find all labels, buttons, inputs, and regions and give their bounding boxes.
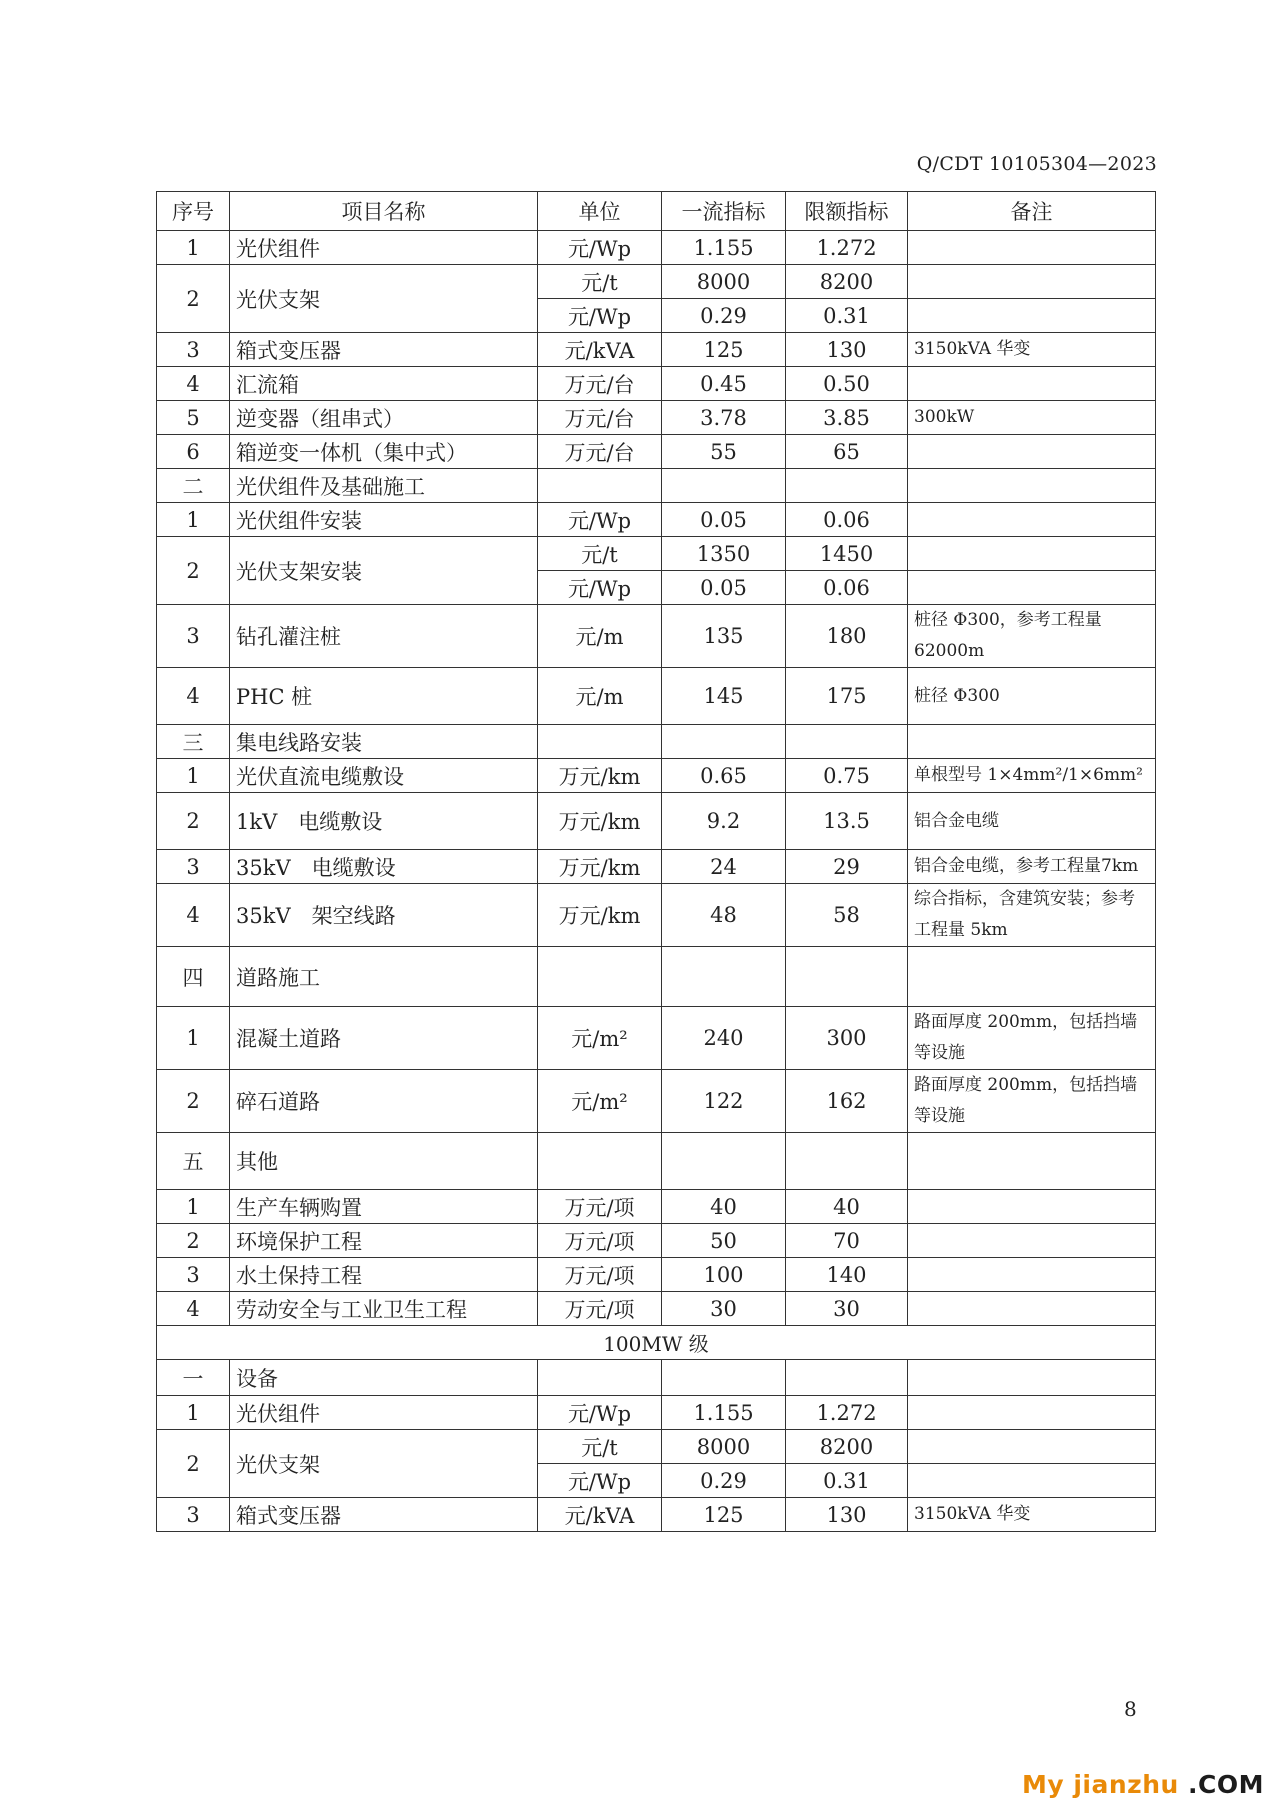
unit-cell: 元/Wp	[538, 571, 662, 605]
empty-cell	[538, 1133, 662, 1190]
unit-cell: 万元/项	[538, 1258, 662, 1292]
item-name: 光伏组件安装	[230, 503, 538, 537]
item-name: 35kV 架空线路	[230, 884, 538, 947]
remarks-cell	[908, 1190, 1156, 1224]
limit-index-cell: 0.31	[786, 1464, 908, 1498]
item-number: 1	[157, 231, 230, 265]
watermark-main: My jianzhu	[1021, 1770, 1179, 1799]
table-row	[157, 850, 1156, 884]
limit-index-cell: 0.06	[786, 503, 908, 537]
item-name: 光伏组件	[230, 1396, 538, 1430]
remarks-cell	[908, 1258, 1156, 1292]
first-class-index-cell: 0.65	[662, 759, 786, 793]
column-header-unit: 单位	[538, 192, 662, 231]
item-number: 1	[157, 503, 230, 537]
unit-cell: 元/Wp	[538, 1464, 662, 1498]
section-row	[157, 469, 1156, 503]
watermark-suffix: .COM	[1188, 1770, 1264, 1799]
remarks-cell: 铝合金电缆，参考工程量7km	[908, 850, 1156, 884]
item-name: 混凝土道路	[230, 1007, 538, 1070]
first-class-index-cell: 145	[662, 668, 786, 725]
unit-cell: 元/m	[538, 605, 662, 668]
section-banner: 100MW 级	[157, 1326, 1156, 1360]
item-number: 3	[157, 333, 230, 367]
section-title: 集电线路安装	[230, 725, 538, 759]
empty-cell	[538, 469, 662, 503]
limit-index-cell: 70	[786, 1224, 908, 1258]
remarks-cell	[908, 1464, 1156, 1498]
remarks-cell	[908, 571, 1156, 605]
table-row	[157, 1430, 1156, 1464]
limit-index-cell: 40	[786, 1190, 908, 1224]
limit-index-cell: 8200	[786, 265, 908, 299]
table-row	[157, 1292, 1156, 1326]
first-class-index-cell: 135	[662, 605, 786, 668]
limit-index-cell: 0.50	[786, 367, 908, 401]
unit-cell: 万元/项	[538, 1190, 662, 1224]
limit-index-cell: 130	[786, 1498, 908, 1532]
first-class-index-cell: 8000	[662, 265, 786, 299]
first-class-index-cell: 0.29	[662, 299, 786, 333]
section-row	[157, 947, 1156, 1007]
section-title: 其他	[230, 1133, 538, 1190]
table-row	[157, 1190, 1156, 1224]
item-name: 箱式变压器	[230, 333, 538, 367]
item-number: 2	[157, 793, 230, 850]
item-name: 劳动安全与工业卫生工程	[230, 1292, 538, 1326]
item-number: 2	[157, 1224, 230, 1258]
table-row	[157, 1070, 1156, 1133]
remarks-cell: 3150kVA 华变	[908, 333, 1156, 367]
item-number: 3	[157, 850, 230, 884]
column-header-name: 项目名称	[230, 192, 538, 231]
unit-cell: 元/m²	[538, 1007, 662, 1070]
unit-cell: 元/m	[538, 668, 662, 725]
unit-cell: 元/kVA	[538, 333, 662, 367]
first-class-index-cell: 30	[662, 1292, 786, 1326]
first-class-index-cell: 125	[662, 1498, 786, 1532]
unit-cell: 元/t	[538, 1430, 662, 1464]
first-class-index-cell: 1.155	[662, 231, 786, 265]
remarks-cell	[908, 1396, 1156, 1430]
item-number: 6	[157, 435, 230, 469]
item-number: 3	[157, 1258, 230, 1292]
item-number: 4	[157, 367, 230, 401]
empty-cell	[908, 469, 1156, 503]
remarks-cell: 300kW	[908, 401, 1156, 435]
section-number: 一	[157, 1360, 230, 1396]
section-row	[157, 1133, 1156, 1190]
limit-index-cell: 300	[786, 1007, 908, 1070]
item-name: 汇流箱	[230, 367, 538, 401]
item-number: 2	[157, 1070, 230, 1133]
item-name: 光伏组件	[230, 231, 538, 265]
item-name: 碎石道路	[230, 1070, 538, 1133]
remarks-cell: 桩径 Φ300	[908, 668, 1156, 725]
item-number: 2	[157, 265, 230, 333]
first-class-index-cell: 24	[662, 850, 786, 884]
table-row	[157, 231, 1156, 265]
item-number: 1	[157, 1007, 230, 1070]
remarks-cell	[908, 503, 1156, 537]
remarks-cell	[908, 537, 1156, 571]
limit-index-cell: 162	[786, 1070, 908, 1133]
section-row	[157, 725, 1156, 759]
remarks-cell	[908, 1292, 1156, 1326]
empty-cell	[786, 469, 908, 503]
cost-index-table	[156, 191, 1156, 1532]
limit-index-cell: 29	[786, 850, 908, 884]
empty-cell	[908, 1133, 1156, 1190]
unit-cell: 元/Wp	[538, 503, 662, 537]
empty-cell	[662, 725, 786, 759]
limit-index-cell: 1.272	[786, 1396, 908, 1430]
limit-index-cell: 1450	[786, 537, 908, 571]
item-name: 光伏支架	[230, 265, 538, 333]
column-header-remarks: 备注	[908, 192, 1156, 231]
table-row	[157, 605, 1156, 668]
empty-cell	[786, 1360, 908, 1396]
unit-cell: 万元/台	[538, 367, 662, 401]
table-body	[157, 231, 1156, 1532]
table-row	[157, 1396, 1156, 1430]
remarks-cell	[908, 1430, 1156, 1464]
item-name: 箱式变压器	[230, 1498, 538, 1532]
table-row	[157, 884, 1156, 947]
unit-cell: 万元/km	[538, 759, 662, 793]
first-class-index-cell: 8000	[662, 1430, 786, 1464]
remarks-cell	[908, 299, 1156, 333]
section-title: 道路施工	[230, 947, 538, 1007]
item-name: 光伏直流电缆敷设	[230, 759, 538, 793]
empty-cell	[786, 725, 908, 759]
item-name: 35kV 电缆敷设	[230, 850, 538, 884]
limit-index-cell: 0.75	[786, 759, 908, 793]
first-class-index-cell: 9.2	[662, 793, 786, 850]
unit-cell: 元/Wp	[538, 299, 662, 333]
table-row	[157, 367, 1156, 401]
unit-cell: 万元/项	[538, 1292, 662, 1326]
limit-index-cell: 175	[786, 668, 908, 725]
document-code: Q/CDT 10105304—2023	[916, 153, 1157, 175]
first-class-index-cell: 0.05	[662, 503, 786, 537]
empty-cell	[662, 947, 786, 1007]
unit-cell: 元/kVA	[538, 1498, 662, 1532]
column-header-no: 序号	[157, 192, 230, 231]
remarks-cell	[908, 435, 1156, 469]
section-number: 三	[157, 725, 230, 759]
unit-cell: 万元/项	[538, 1224, 662, 1258]
item-number: 4	[157, 668, 230, 725]
item-name: 环境保护工程	[230, 1224, 538, 1258]
limit-index-cell: 0.31	[786, 299, 908, 333]
table-row	[157, 1258, 1156, 1292]
first-class-index-cell: 122	[662, 1070, 786, 1133]
empty-cell	[786, 1133, 908, 1190]
item-name: 生产车辆购置	[230, 1190, 538, 1224]
first-class-index-cell: 0.05	[662, 571, 786, 605]
empty-cell	[538, 1360, 662, 1396]
first-class-index-cell: 50	[662, 1224, 786, 1258]
limit-index-cell: 180	[786, 605, 908, 668]
empty-cell	[662, 1133, 786, 1190]
limit-index-cell: 0.06	[786, 571, 908, 605]
limit-index-cell: 130	[786, 333, 908, 367]
limit-index-cell: 1.272	[786, 231, 908, 265]
limit-index-cell: 13.5	[786, 793, 908, 850]
item-name: 光伏支架	[230, 1430, 538, 1498]
remarks-cell: 铝合金电缆	[908, 793, 1156, 850]
item-number: 3	[157, 605, 230, 668]
table-row	[157, 1007, 1156, 1070]
first-class-index-cell: 48	[662, 884, 786, 947]
page-number: 8	[1124, 1697, 1137, 1721]
table-row	[157, 435, 1156, 469]
item-name: 水土保持工程	[230, 1258, 538, 1292]
unit-cell: 万元/km	[538, 850, 662, 884]
column-header-limit-index: 限额指标	[786, 192, 908, 231]
section-title: 设备	[230, 1360, 538, 1396]
item-name: PHC 桩	[230, 668, 538, 725]
limit-index-cell: 65	[786, 435, 908, 469]
remarks-cell	[908, 265, 1156, 299]
remarks-cell: 路面厚度 200mm，包括挡墙等设施	[908, 1070, 1156, 1133]
empty-cell	[908, 725, 1156, 759]
table-row	[157, 793, 1156, 850]
unit-cell: 万元/km	[538, 884, 662, 947]
item-number: 1	[157, 1396, 230, 1430]
empty-cell	[538, 947, 662, 1007]
empty-cell	[908, 1360, 1156, 1396]
remarks-cell: 桩径 Φ300，参考工程量62000m	[908, 605, 1156, 668]
table-row	[157, 401, 1156, 435]
first-class-index-cell: 0.45	[662, 367, 786, 401]
first-class-index-cell: 55	[662, 435, 786, 469]
empty-cell	[786, 947, 908, 1007]
item-number: 4	[157, 1292, 230, 1326]
first-class-index-cell: 3.78	[662, 401, 786, 435]
section-row	[157, 1360, 1156, 1396]
limit-index-cell: 140	[786, 1258, 908, 1292]
first-class-index-cell: 40	[662, 1190, 786, 1224]
section-title: 光伏组件及基础施工	[230, 469, 538, 503]
site-watermark	[1022, 1770, 1264, 1799]
first-class-index-cell: 240	[662, 1007, 786, 1070]
first-class-index-cell: 1350	[662, 537, 786, 571]
remarks-cell	[908, 367, 1156, 401]
item-name: 逆变器（组串式）	[230, 401, 538, 435]
empty-cell	[538, 725, 662, 759]
unit-cell: 元/Wp	[538, 231, 662, 265]
table-row	[157, 537, 1156, 571]
unit-cell: 万元/台	[538, 435, 662, 469]
first-class-index-cell: 100	[662, 1258, 786, 1292]
remarks-cell: 单根型号 1×4mm²/1×6mm²	[908, 759, 1156, 793]
limit-index-cell: 30	[786, 1292, 908, 1326]
item-name: 箱逆变一体机（集中式）	[230, 435, 538, 469]
first-class-index-cell: 1.155	[662, 1396, 786, 1430]
item-name: 光伏支架安装	[230, 537, 538, 605]
first-class-index-cell: 125	[662, 333, 786, 367]
unit-cell: 元/m²	[538, 1070, 662, 1133]
section-banner-row	[157, 1326, 1156, 1360]
empty-cell	[662, 1360, 786, 1396]
table-header-row	[157, 192, 1156, 231]
table-row	[157, 668, 1156, 725]
item-number: 2	[157, 537, 230, 605]
limit-index-cell: 3.85	[786, 401, 908, 435]
item-name: 1kV 电缆敷设	[230, 793, 538, 850]
unit-cell: 元/t	[538, 265, 662, 299]
table-row	[157, 1224, 1156, 1258]
empty-cell	[662, 469, 786, 503]
empty-cell	[908, 947, 1156, 1007]
section-number: 五	[157, 1133, 230, 1190]
section-number: 四	[157, 947, 230, 1007]
limit-index-cell: 8200	[786, 1430, 908, 1464]
item-name: 钻孔灌注桩	[230, 605, 538, 668]
table-row	[157, 759, 1156, 793]
unit-cell: 元/t	[538, 537, 662, 571]
remarks-cell	[908, 1224, 1156, 1258]
table-row	[157, 503, 1156, 537]
column-header-first-class-index: 一流指标	[662, 192, 786, 231]
unit-cell: 万元/台	[538, 401, 662, 435]
item-number: 2	[157, 1430, 230, 1498]
item-number: 5	[157, 401, 230, 435]
item-number: 4	[157, 884, 230, 947]
limit-index-cell: 58	[786, 884, 908, 947]
remarks-cell	[908, 231, 1156, 265]
unit-cell: 元/Wp	[538, 1396, 662, 1430]
item-number: 3	[157, 1498, 230, 1532]
remarks-cell: 综合指标，含建筑安装；参考工程量 5km	[908, 884, 1156, 947]
first-class-index-cell: 0.29	[662, 1464, 786, 1498]
section-number: 二	[157, 469, 230, 503]
table-row	[157, 1498, 1156, 1532]
remarks-cell: 3150kVA 华变	[908, 1498, 1156, 1532]
item-number: 1	[157, 759, 230, 793]
unit-cell: 万元/km	[538, 793, 662, 850]
table-row	[157, 265, 1156, 299]
remarks-cell: 路面厚度 200mm，包括挡墙等设施	[908, 1007, 1156, 1070]
item-number: 1	[157, 1190, 230, 1224]
table-row	[157, 333, 1156, 367]
